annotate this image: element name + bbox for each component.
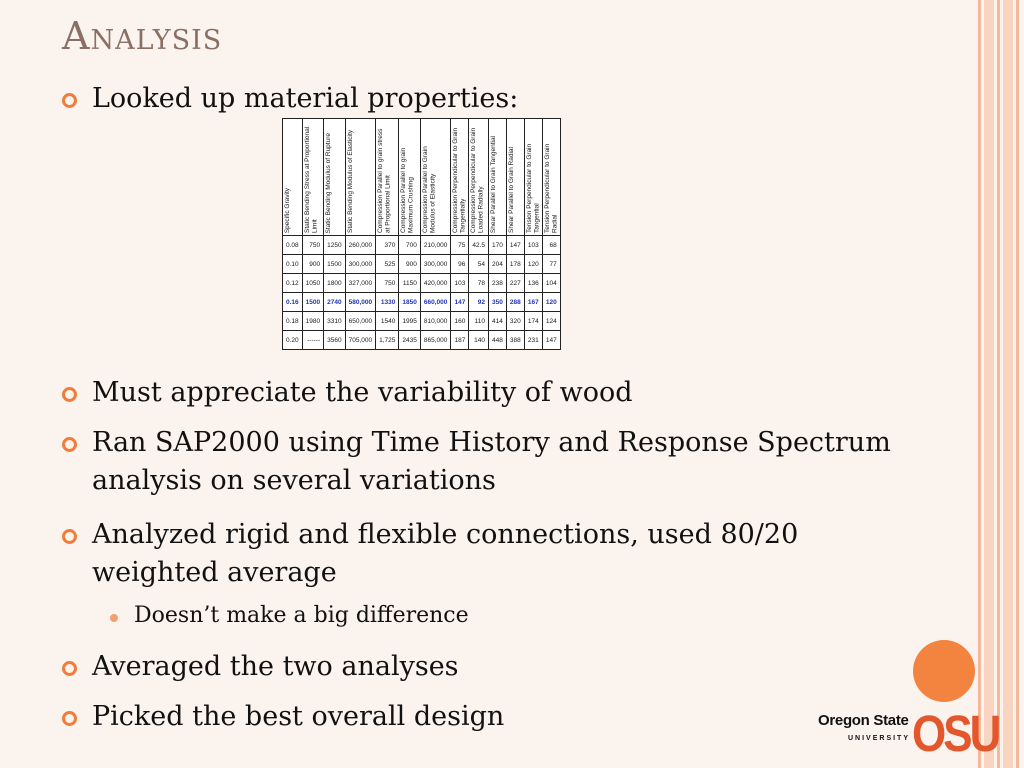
bullet-5 [62, 648, 932, 686]
table-cell: 1500 [302, 293, 323, 312]
sub-bullet-dot-icon [110, 614, 118, 622]
table-cell: 3310 [324, 312, 345, 331]
table-header-label: Shear Parallel to Grain Radial [507, 147, 515, 233]
osu-logo [818, 706, 999, 763]
bullet-marker-icon [62, 529, 77, 544]
table-cell: 0.20 [283, 331, 303, 350]
table-cell: 54 [469, 255, 489, 274]
table-cell: 580,000 [345, 293, 376, 312]
table-cell: 2435 [399, 331, 420, 350]
bullet-text: Ran SAP2000 using Time History and Response Spectrum analysis on several variations [92, 427, 891, 496]
table-cell: 900 [302, 255, 323, 274]
table-cell: 147 [542, 331, 560, 350]
bullet-text: Looked up material properties: [92, 83, 519, 114]
table-cell: 187 [451, 331, 469, 350]
table-cell: 750 [376, 274, 399, 293]
decorative-stripes [978, 0, 1024, 768]
table-cell: 1850 [399, 293, 420, 312]
table-cell: 288 [506, 293, 524, 312]
table-cell: ------ [302, 331, 323, 350]
table-cell: 865,000 [420, 331, 451, 350]
table-cell: 231 [524, 331, 542, 350]
table-cell: 178 [506, 255, 524, 274]
table-cell: 77 [542, 255, 560, 274]
table-header-row [283, 119, 561, 236]
table-cell: 0.12 [283, 274, 303, 293]
table-header-label: Shear Parallel to Grain Tangential [490, 135, 497, 233]
table-cell: 110 [469, 312, 489, 331]
bullet-text: Averaged the two analyses [92, 651, 459, 682]
table-cell: 136 [524, 274, 542, 293]
table-cell: 96 [451, 255, 469, 274]
table-cell: 350 [489, 293, 507, 312]
table-header-label: Tension Perpendicular to Grain Tangential [525, 143, 541, 233]
table-header-label: Static Bending Modulus of Elasticity [346, 130, 354, 233]
logo-mark: OSU [912, 706, 999, 763]
bullet-marker-icon [62, 711, 77, 726]
table-cell: 167 [524, 293, 542, 312]
table-header-label: Compression Parallel to Grain Modulus of Elasticity [421, 146, 437, 233]
table-cell: 140 [469, 331, 489, 350]
bullet-marker-icon [62, 437, 77, 452]
table-header-cell [283, 119, 303, 236]
table-cell: 0.16 [283, 293, 303, 312]
table-header-cell [399, 119, 420, 236]
table-cell: 3560 [324, 331, 345, 350]
bullet-3 [62, 424, 932, 500]
table-cell: 124 [542, 312, 560, 331]
table-header-cell [302, 119, 323, 236]
table-header-cell [376, 119, 399, 236]
table-cell: 1980 [302, 312, 323, 331]
table-cell: 68 [542, 236, 560, 255]
table-cell: 2740 [324, 293, 345, 312]
table-cell: 750 [302, 236, 323, 255]
table-cell: 1050 [302, 274, 323, 293]
table-cell: 388 [506, 331, 524, 350]
table-cell: 147 [506, 236, 524, 255]
slide-title: Analysis [62, 14, 223, 58]
table-cell: 238 [489, 274, 507, 293]
table-cell: 103 [451, 274, 469, 293]
bullet-text: Picked the best overall design [92, 701, 505, 732]
table-cell: 900 [399, 255, 420, 274]
table-header-label: Compression Parallel to grain Maximum Crushing [400, 147, 415, 233]
table-cell: 1500 [324, 255, 345, 274]
table-header-label: Compression Parallel to grain stress at Proportional Limit [377, 128, 392, 233]
table-row [283, 255, 561, 274]
table-cell: 260,000 [345, 236, 376, 255]
table-header-cell [524, 119, 542, 236]
table-cell: 1150 [399, 274, 420, 293]
table-cell: 370 [376, 236, 399, 255]
table-cell: 1995 [399, 312, 420, 331]
table-cell: 42.5 [469, 236, 489, 255]
table-header-cell [469, 119, 489, 236]
table-cell: 78 [469, 274, 489, 293]
bullet-text: Analyzed rigid and flexible connections, used 80/20 weighted average [92, 519, 799, 588]
table-cell: 174 [524, 312, 542, 331]
table-header-cell [324, 119, 345, 236]
table-cell: 0.08 [283, 236, 303, 255]
table-header-label: Tension Perpendicular to Grain Radial [543, 143, 559, 233]
table-cell: 414 [489, 312, 507, 331]
material-properties-table [282, 118, 561, 350]
table-header-label: Compression Perpendicular to Grain Loaded Radially [470, 127, 485, 233]
table-header-cell [451, 119, 469, 236]
table-cell: 75 [451, 236, 469, 255]
table-cell: 1330 [376, 293, 399, 312]
table-cell: 300,000 [420, 255, 451, 274]
table-cell: 104 [542, 274, 560, 293]
table-header-cell [345, 119, 376, 236]
table-cell: 320 [506, 312, 524, 331]
table-cell: 660,000 [420, 293, 451, 312]
table-cell: 1,725 [376, 331, 399, 350]
table-row [283, 236, 561, 255]
table-cell: 810,000 [420, 312, 451, 331]
table-cell: 120 [542, 293, 560, 312]
table-cell: 147 [451, 293, 469, 312]
table-cell: 120 [524, 255, 542, 274]
decorative-circle [913, 640, 975, 702]
table-cell: 92 [469, 293, 489, 312]
table-cell: 327,000 [345, 274, 376, 293]
table-header-cell [506, 119, 524, 236]
logo-name: Oregon State [818, 712, 909, 729]
bullet-text: Must appreciate the variability of wood [92, 377, 633, 408]
table-cell: 210,000 [420, 236, 451, 255]
table-cell: 103 [524, 236, 542, 255]
table-cell: 705,000 [345, 331, 376, 350]
bullet-2 [62, 374, 932, 412]
table-header-cell [489, 119, 507, 236]
table-cell: 650,000 [345, 312, 376, 331]
table-header-label: Specific Gravity [284, 187, 291, 233]
bullet-marker-icon [62, 661, 77, 676]
table-cell: 525 [376, 255, 399, 274]
bullet-6 [62, 698, 932, 736]
table-cell: 700 [399, 236, 420, 255]
table-cell: 0.18 [283, 312, 303, 331]
table-row [283, 331, 561, 350]
table-cell: 300,000 [345, 255, 376, 274]
bullet-marker-icon [62, 93, 77, 108]
logo-university: UNIVERSITY [848, 735, 911, 742]
table-header-label: Compression Perpendicular to Grain Tangentially [452, 127, 467, 233]
table-cell: 1540 [376, 312, 399, 331]
table-cell: 1250 [324, 236, 345, 255]
sub-bullet [110, 603, 469, 628]
table-cell: 0.10 [283, 255, 303, 274]
table-row [283, 312, 561, 331]
table-cell: 1800 [324, 274, 345, 293]
table-header-label: Static Bending Stress at Proportional Limit [303, 126, 319, 233]
table-cell: 204 [489, 255, 507, 274]
table-cell: 227 [506, 274, 524, 293]
table-row [283, 274, 561, 293]
bullet-4 [62, 516, 932, 592]
table-cell: 160 [451, 312, 469, 331]
bullet-marker-icon [62, 387, 77, 402]
table-cell: 448 [489, 331, 507, 350]
table-header-cell [542, 119, 560, 236]
sub-bullet-text: Doesn’t make a big difference [134, 603, 469, 628]
table-cell: 170 [489, 236, 507, 255]
table-cell: 420,000 [420, 274, 451, 293]
table-header-label: Static Bending Modulus of Rupture [325, 132, 333, 233]
bullet-1 [62, 80, 932, 118]
table-row [283, 293, 561, 312]
table-header-cell [420, 119, 451, 236]
